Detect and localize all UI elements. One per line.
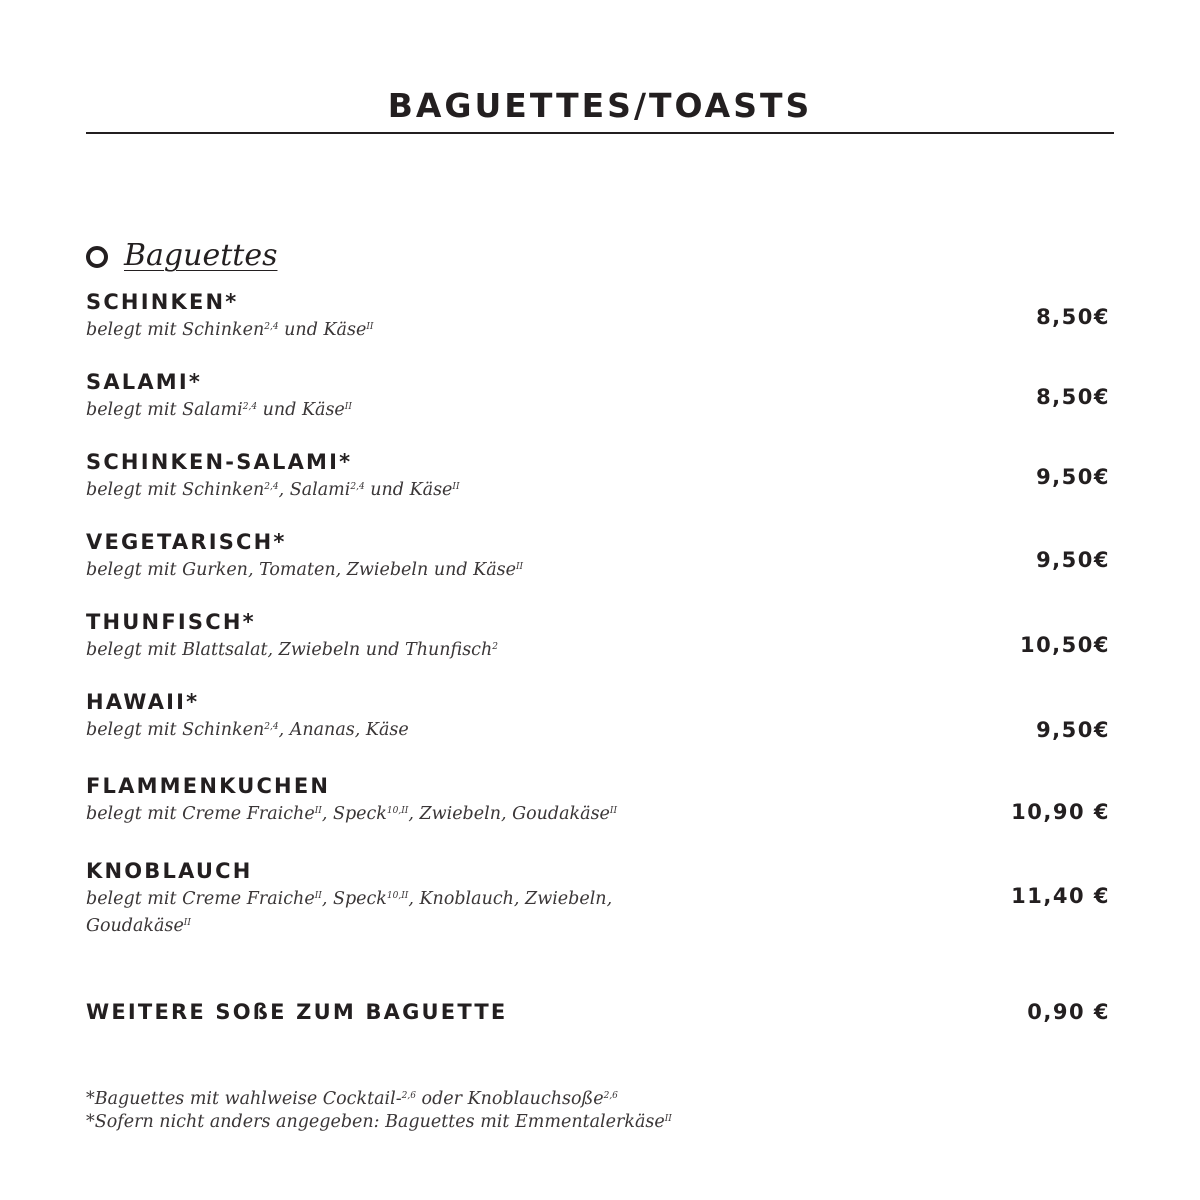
allergen-marker: 2,4 bbox=[264, 482, 279, 492]
item-price: 10,90 € bbox=[1011, 800, 1110, 824]
item-description: belegt mit Schinken$^{2,4}$ und Käse$^{II}$ bbox=[86, 320, 374, 340]
allergen-marker: 2,4 bbox=[264, 722, 279, 732]
item-price: 8,50€ bbox=[1036, 305, 1110, 329]
item-description: belegt mit Schinken$^{2,4}$, Ananas, Käse bbox=[86, 720, 409, 740]
allergen-marker: II bbox=[314, 806, 322, 816]
allergen-marker: II bbox=[314, 891, 322, 901]
page-title: BAGUETTES/TOASTS bbox=[387, 86, 813, 125]
item-price: 9,50€ bbox=[1036, 465, 1110, 489]
item-description: belegt mit Creme Fraiche$^{II}$, Speck$^{10,II}$, Zwiebeln, Goudakäse$^{II}$ bbox=[86, 804, 618, 824]
title-divider bbox=[86, 132, 1114, 134]
allergen-marker: II bbox=[515, 562, 524, 572]
item-name: HAWAII* bbox=[86, 690, 200, 714]
item-price: 0,90 € bbox=[1027, 1000, 1110, 1024]
item-name: THUNFISCH* bbox=[86, 610, 256, 634]
circle-bullet-icon bbox=[86, 246, 108, 268]
item-name: SALAMI* bbox=[86, 370, 203, 394]
allergen-marker: 2,4 bbox=[242, 402, 258, 412]
allergen-marker: 2,4 bbox=[264, 322, 279, 332]
item-name: VEGETARISCH* bbox=[86, 530, 287, 554]
footnotes bbox=[86, 1088, 986, 1134]
item-price: 10,50€ bbox=[1019, 633, 1110, 657]
allergen-marker: II bbox=[452, 482, 460, 492]
allergen-marker: 2,4 bbox=[350, 482, 365, 492]
footnote: *Sofern nicht anders angegeben: Baguettes mit Emmentalerkäse$^{II}$ bbox=[86, 1112, 672, 1132]
allergen-marker: 10,II bbox=[386, 891, 409, 901]
item-description: belegt mit Creme Fraiche$^{II}$, Speck$^{10,II}$, Knoblauch, Zwiebeln, Goudakäse$^{II}$ bbox=[86, 889, 613, 936]
item-name: FLAMMENKUCHEN bbox=[86, 774, 331, 798]
item-price: 9,50€ bbox=[1036, 548, 1110, 572]
allergen-marker: 2,6 bbox=[603, 1091, 618, 1101]
allergen-marker: II bbox=[366, 322, 374, 332]
item-description: belegt mit Blattsalat, Zwiebeln und Thunfisch$^2$ bbox=[86, 640, 498, 660]
section-title: Baguettes bbox=[124, 238, 278, 273]
item-description: belegt mit Schinken$^{2,4}$, Salami$^{2,4}$ und Käse$^{II}$ bbox=[86, 480, 460, 500]
allergen-marker: 2,6 bbox=[401, 1091, 416, 1101]
item-name: SCHINKEN* bbox=[86, 290, 239, 314]
allergen-marker: 10,II bbox=[386, 806, 409, 816]
allergen-marker: II bbox=[609, 806, 618, 816]
footnote: *Baguettes mit wahlweise Cocktail-$^{2,6}$ oder Knoblauchsoße$^{2,6}$ bbox=[86, 1089, 618, 1109]
item-name: KNOBLAUCH bbox=[86, 859, 253, 883]
item-price: 9,50€ bbox=[1036, 718, 1110, 742]
allergen-marker: II bbox=[183, 918, 191, 928]
allergen-marker: 2 bbox=[492, 642, 498, 652]
item-name: WEITERE SOßE ZUM BAGUETTE bbox=[86, 1000, 508, 1024]
allergen-marker: II bbox=[344, 402, 352, 412]
item-name: SCHINKEN-SALAMI* bbox=[86, 450, 353, 474]
item-description: belegt mit Gurken, Tomaten, Zwiebeln und Käse$^{II}$ bbox=[86, 560, 524, 580]
item-price: 8,50€ bbox=[1036, 385, 1110, 409]
item-price: 11,40 € bbox=[1011, 884, 1110, 908]
allergen-marker: II bbox=[664, 1114, 672, 1124]
item-description: belegt mit Salami$^{2,4}$ und Käse$^{II}$ bbox=[86, 400, 352, 420]
